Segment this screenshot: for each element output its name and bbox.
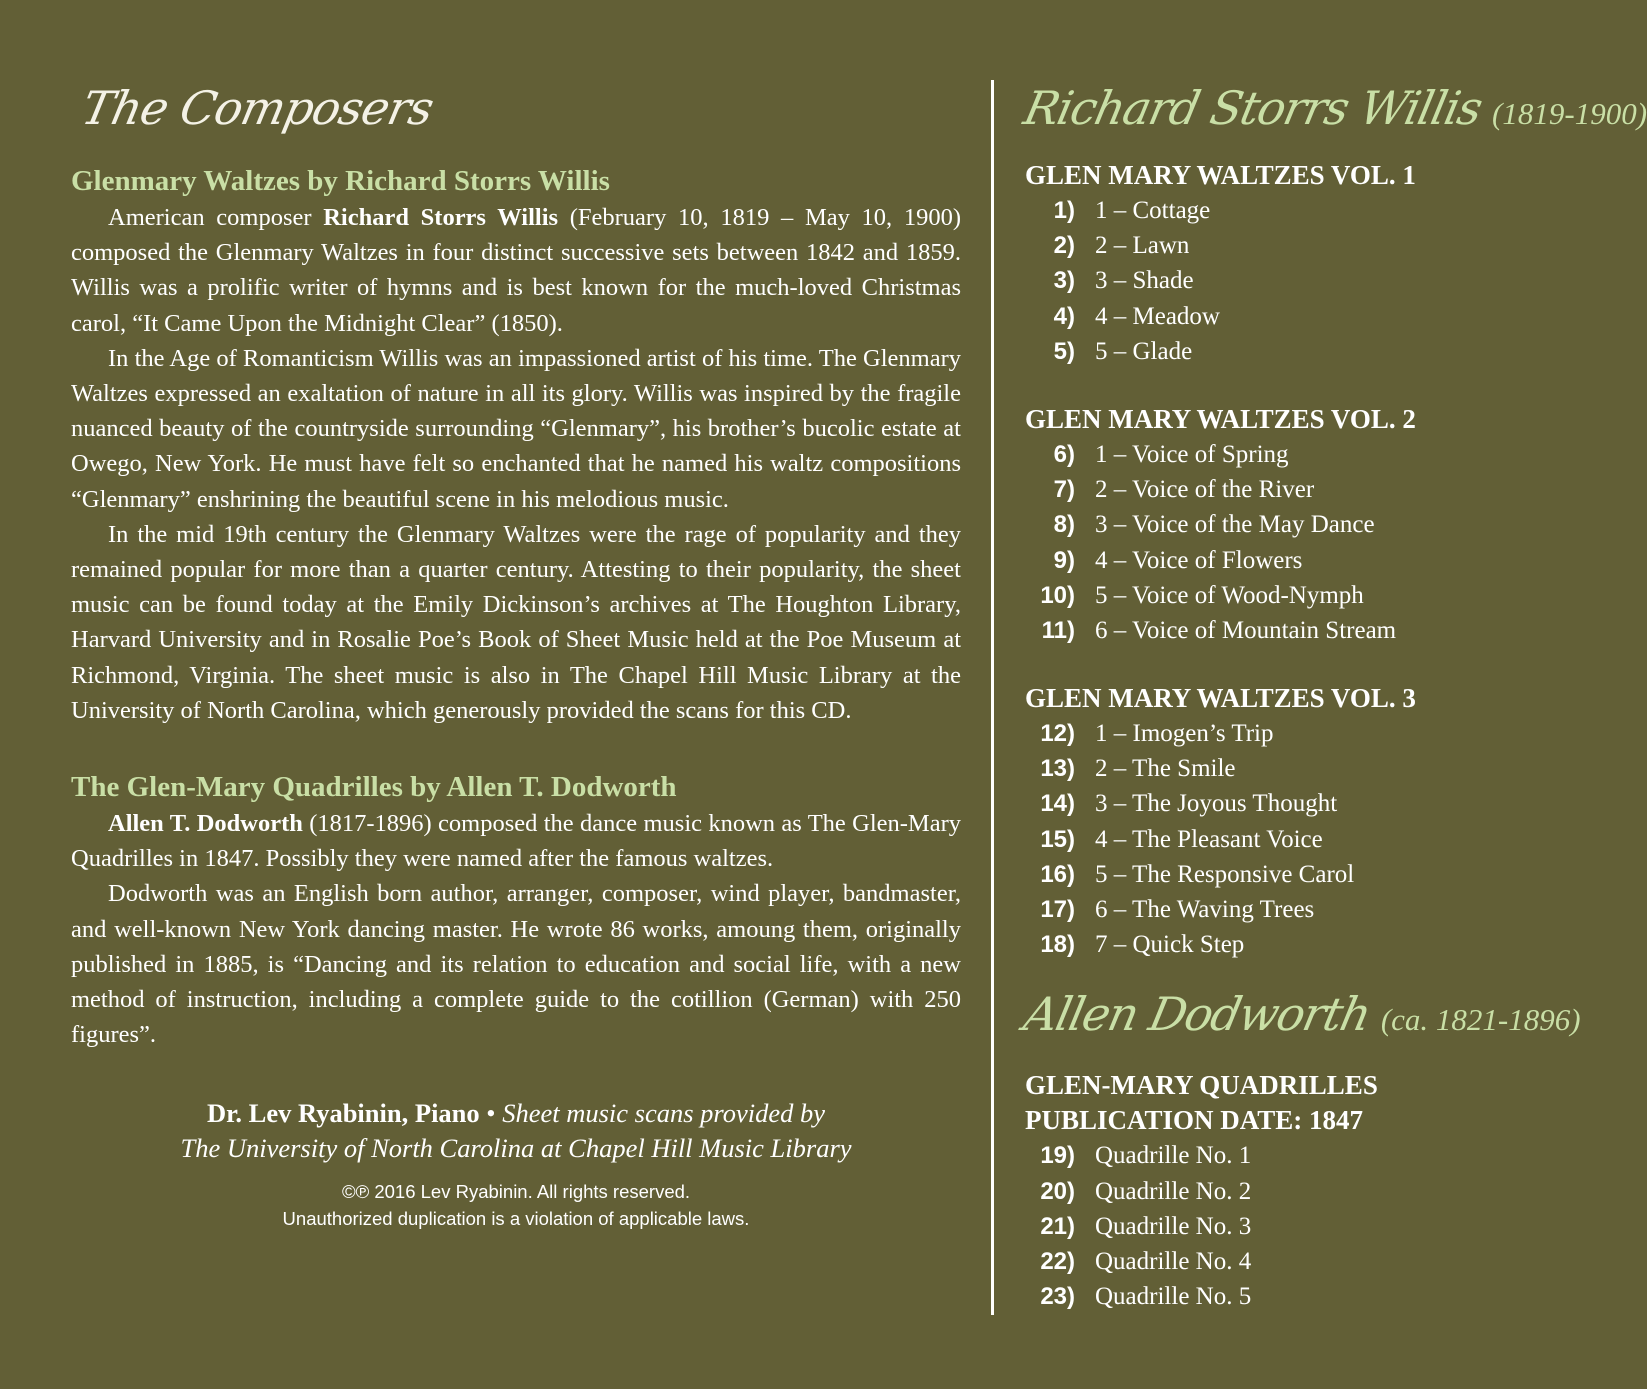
track-number: 20) (1040, 1177, 1075, 1205)
track-item (1025, 822, 1605, 857)
composers-title: The Composers (77, 81, 438, 135)
track-number: 12) (1040, 720, 1075, 748)
track-number: 22) (1040, 1247, 1075, 1275)
dodworth-name: Allen Dodworth (1019, 987, 1376, 1042)
track-number: 14) (1040, 790, 1075, 818)
track-number: 5) (1053, 337, 1075, 365)
track-title: 3 – Shade (1095, 267, 1194, 295)
track-title: 1 – Imogen’s Trip (1095, 720, 1274, 748)
paragraph (71, 806, 961, 876)
track-number: 7) (1053, 476, 1075, 504)
track-title: 1 – Cottage (1095, 197, 1211, 224)
tracklist-column (1019, 78, 1647, 1314)
track-list (1025, 716, 1605, 962)
track-title: 7 – Quick Step (1095, 931, 1245, 959)
track-item (1025, 857, 1605, 892)
track-item (1025, 1138, 1605, 1173)
track-title: 1 – Voice of Spring (1095, 440, 1289, 468)
track-title: Quadrille No. 4 (1095, 1247, 1252, 1275)
track-title: Quadrille No. 5 (1095, 1283, 1252, 1311)
track-number: 4) (1053, 302, 1075, 330)
paragraph-text: (February 10, 1819 – May 10, 1900) composed the Glenmary Waltzes in four distinct successive sets between 1842 and 1859. Willis was a prolific writer of hymns and is best known for the much-loved Christmas carol, “It Came Upon the Midnight Clear” (1850). (71, 204, 962, 337)
track-item (1025, 193, 1605, 228)
track-item (1025, 1244, 1605, 1279)
track-list (1025, 193, 1605, 369)
track-title: 2 – The Smile (1095, 755, 1236, 783)
paragraph: In the mid 19th century the Glenmary Waltzes were the rage of popularity and they remained popular for more than a quarter century. Attesting to their popularity, the sheet music can be found today at the Emily Dickinson’s archives at The Houghton Library, Harvard University and in Rosalie Poe’s Book of Sheet Music held at the Poe Museum at Richmond, Virginia. The sheet music is also in The Chapel Hill Music Library at the University of North Carolina, which generously provided the scans for this CD. (71, 520, 961, 724)
track-item (1025, 786, 1605, 821)
track-number: 19) (1040, 1142, 1075, 1170)
copyright-line-2: Unauthorized duplication is a violation of applicable laws. (282, 1208, 750, 1230)
paragraph-bold: Richard Storrs Willis (323, 204, 559, 231)
dodworth-section (71, 770, 961, 1052)
copyright-line-1: ©℗ 2016 Lev Ryabinin. All rights reserved. (341, 1181, 691, 1203)
track-number: 13) (1040, 755, 1075, 783)
column-divider (991, 80, 994, 1315)
track-title: 5 – The Responsive Carol (1095, 860, 1355, 888)
paragraph: Dodworth was an English born author, arranger, composer, wind player, bandmaster, and well-known New York dancing master. He wrote 86 works, amoung them, originally published in 1885, is “Dancing and its relation to education and social life, with a new method of instruction, including a complete guide to the cotillion (German) with 250 figures”. (71, 880, 961, 1049)
track-number: 2) (1053, 232, 1075, 260)
track-title: 4 – The Pleasant Voice (1095, 825, 1323, 853)
track-title: 2 – Lawn (1095, 232, 1190, 260)
track-number: 10) (1040, 581, 1075, 609)
track-item (1025, 507, 1605, 542)
track-list (1025, 1138, 1605, 1314)
track-list (1025, 437, 1605, 648)
track-item (1025, 1209, 1605, 1244)
track-number: 21) (1040, 1212, 1075, 1240)
track-item (1025, 263, 1605, 298)
track-number: 17) (1040, 896, 1075, 923)
willis-name: Richard Storrs Willis (1019, 81, 1487, 135)
paragraph-bold: Allen T. Dodworth (108, 810, 303, 838)
track-title: 2 – Voice of the River (1095, 476, 1315, 504)
track-number: 3) (1053, 267, 1075, 295)
volume-heading: GLEN MARY WALTZES VOL. 1 (1025, 160, 1416, 190)
track-item (1025, 892, 1605, 927)
track-item (1025, 1174, 1605, 1209)
track-title: 3 – Voice of the May Dance (1095, 511, 1375, 539)
dodworth-section-heading: The Glen-Mary Quadrilles by Allen T. Dodworth (71, 771, 677, 804)
willis-section-heading: Glenmary Waltzes by Richard Storrs Willis (71, 165, 610, 197)
willis-header (1019, 78, 1647, 144)
willis-section (71, 164, 961, 728)
track-number: 1) (1053, 197, 1075, 224)
track-title: Quadrille No. 1 (1095, 1142, 1252, 1170)
paragraph-text: (1817-1896) composed the dance music known as The Glen-Mary Quadrilles in 1847. Possibly they were named after the famous waltzes. (71, 810, 962, 873)
track-title: 5 – Voice of Wood-Nymph (1095, 581, 1364, 609)
performer-credit (71, 1096, 961, 1166)
track-number: 8) (1053, 511, 1075, 539)
track-title: Quadrille No. 2 (1095, 1177, 1252, 1205)
dodworth-dates: (ca. 1821-1896) (1380, 1002, 1581, 1038)
track-number: 23) (1040, 1283, 1075, 1311)
willis-dates: (1819-1900) (1492, 96, 1647, 131)
track-number: 15) (1040, 825, 1075, 853)
scans-credit-line-1: Sheet music scans provided by (502, 1098, 826, 1129)
track-number: 11) (1041, 616, 1075, 644)
track-item (1025, 716, 1605, 751)
track-title: 6 – Voice of Mountain Stream (1095, 616, 1397, 644)
paragraph (71, 200, 961, 341)
track-number: 18) (1040, 931, 1075, 959)
track-title: 4 – Meadow (1095, 302, 1220, 330)
volume-heading: GLEN MARY WALTZES VOL. 2 (1025, 403, 1416, 434)
track-number: 16) (1040, 860, 1075, 888)
track-number: 9) (1053, 546, 1075, 574)
track-item (1025, 299, 1605, 334)
track-item (1025, 578, 1605, 613)
track-number: 6) (1053, 440, 1075, 468)
track-item (1025, 334, 1605, 369)
track-item (1025, 472, 1605, 507)
publication-date: PUBLICATION DATE: 1847 (1025, 1105, 1364, 1136)
track-title: 4 – Voice of Flowers (1095, 546, 1303, 574)
track-item (1025, 543, 1605, 578)
composers-column (71, 78, 961, 1232)
track-item (1025, 437, 1605, 472)
track-item (1025, 613, 1605, 648)
copyright-notice (71, 1178, 961, 1232)
track-title: 5 – Glade (1095, 337, 1193, 365)
bullet-separator: • (479, 1098, 503, 1129)
track-title: 6 – The Waving Trees (1095, 896, 1315, 923)
track-title: Quadrille No. 3 (1095, 1212, 1252, 1240)
track-item (1025, 927, 1605, 962)
paragraph: In the Age of Romanticism Willis was an impassioned artist of his time. The Glenmary Waltzes expressed an exaltation of nature in all its glory. Willis was inspired by the fragile nuanced beauty of the countryside surrounding “Glenmary”, his brother’s bucolic estate at Owego, New York. He must have felt so enchanted that he named his waltz compositions “Glenmary” enshrining the beautiful scene in his melodious music. (71, 344, 961, 513)
quadrilles-title: GLEN-MARY QUADRILLES (1025, 1070, 1378, 1101)
track-title: 3 – The Joyous Thought (1095, 790, 1338, 818)
track-item (1025, 751, 1605, 786)
performer-name: Dr. Lev Ryabinin, Piano (206, 1098, 480, 1129)
willis-volumes (1025, 144, 1605, 978)
dodworth-header (1019, 984, 1605, 1050)
track-item (1025, 1279, 1605, 1314)
paragraph-text: American composer (108, 204, 324, 231)
scans-credit-line-2: The University of North Carolina at Chapel Hill Music Library (180, 1133, 852, 1164)
volume-heading: GLEN MARY WALTZES VOL. 3 (1025, 683, 1416, 714)
track-item (1025, 228, 1605, 263)
